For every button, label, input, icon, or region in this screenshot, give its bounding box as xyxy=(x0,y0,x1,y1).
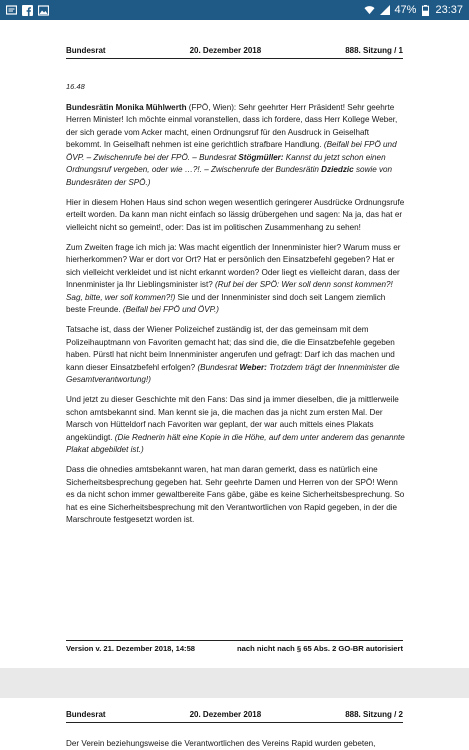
interjector-name: Dziedzic xyxy=(321,165,354,174)
wifi-icon xyxy=(364,5,375,16)
header-institution: Bundesrat xyxy=(66,710,106,719)
header-divider xyxy=(66,722,403,723)
interjection: sowie von Bundesräten der SPÖ.) xyxy=(66,165,393,187)
footer-divider xyxy=(66,640,403,641)
paragraph xyxy=(66,324,405,387)
signal-icon xyxy=(379,5,390,16)
paragraph: Der Verein beziehungsweise die Verantwortlichen des Vereins Rapid wurden gebeten, xyxy=(66,739,376,748)
document-viewer[interactable] xyxy=(0,20,469,750)
status-bar xyxy=(0,0,469,20)
message-icon xyxy=(6,5,17,16)
paragraph: Dass die ohnedies amtsbekannt waren, hat man daran gemerkt, dass es natürlich eine Sicherheitsbesprechung gegeben hat. Sehr geehrte Damen und Herren von der SPÖ! Wenn es da nicht schon immer gewaltbereite Fans gäbe, gäbe es keine Sicherheitsbesprechung. So hat es eine Sicherheitsbesprechung mit den Verantwortlichen von Rapid gegeben, in der die Marschroute festgesetzt worden ist. xyxy=(66,465,405,524)
page-header xyxy=(66,710,403,719)
interjection: Kannst du jetzt schon einen Ordnungsruf vergeben, oder wie …?!. – Zwischenrufe der Bundesrätin xyxy=(66,152,386,174)
header-institution: Bundesrat xyxy=(66,46,106,55)
interjection: (Ruf bei der SPÖ: Wer soll denn sonst kommen?! Sag, bitte, wer soll kommen?!) xyxy=(66,280,393,302)
header-date: 20. Dezember 2018 xyxy=(189,710,262,719)
document-page-1 xyxy=(0,20,469,668)
paragraph: Hier in diesem Hohen Haus sind schon wegen wesentlich geringerer Ausdrücke Ordnungsrufe erteilt worden. Da kann man nicht einfach so lässig drübergehen und sagen: Na ja, das hat er vielleicht nicht so gemeint!, oder: Das ist im politischen Zusammenhang zu sehen! xyxy=(66,197,405,232)
page-body xyxy=(66,81,405,534)
facebook-icon xyxy=(22,5,33,16)
notification-icons xyxy=(6,5,49,16)
speaker-name: Bundesrätin Monika Mühlwerth xyxy=(66,102,187,112)
page-footer xyxy=(66,644,403,653)
paragraph xyxy=(66,242,405,317)
header-divider xyxy=(66,58,403,59)
speech-text: Tatsache ist, dass der Wiener Polizeichef zuständig ist, der das gemeinsam mit dem Polizeihauptmann von Favoriten gemacht hat; das sind die, die die Einsatzbefehle gegeben haben. Pürstl hat nicht beim Innenminister angerufen und gefragt: Darf ich das machen und kann dieser Einsatzbefehl erfolgen? xyxy=(66,325,395,372)
battery-percent: 47% xyxy=(394,4,417,16)
interjector-name: Weber: xyxy=(239,362,267,372)
speaker-party: (FPÖ, Wien): xyxy=(186,102,239,112)
page-separator xyxy=(0,668,469,698)
speech-text: Sie und der Innenminister sind doch seit Langem ziemlich beste Freunde. xyxy=(66,292,386,314)
document-page-2 xyxy=(0,698,469,750)
header-date: 20. Dezember 2018 xyxy=(189,46,262,55)
image-icon xyxy=(38,5,49,16)
paragraph xyxy=(66,102,405,190)
header-session: 888. Sitzung / 1 xyxy=(345,46,403,55)
footer-version: Version v. 21. Dezember 2018, 14:58 xyxy=(66,644,196,653)
speech-text: Sehr geehrter Herr Präsident! Sehr geehrte Herren Minister! Ich möchte einmal voranstellen, dass ich fordere, dass Herr Kollege Weber, der sich gerade vom Acker macht, einen Ordnungsruf für den Ausdruck in Geiselhaft bekommt. In Geiselhaft nehmen ist eine gerichtlich strafbare Handlung. xyxy=(66,102,398,149)
clock: 23:37 xyxy=(435,4,463,16)
page-body xyxy=(66,738,405,750)
speech-text: Und jetzt zu dieser Geschichte mit den Fans: Das sind ja immer dieselben, die ja mittlerweile schon amtsbekannt sind. Man kennt sie ja, die machen das ja nicht zum ersten Mal. Der Marsch von Hütteldorf nach Favoriten war geplant, der war auch mittels eines Plakats angekündigt. xyxy=(66,395,399,442)
status-indicators xyxy=(364,4,463,16)
header-session: 888. Sitzung / 2 xyxy=(345,710,403,719)
interjector-name: Stögmüller: xyxy=(238,152,284,162)
timecode: 16.48 xyxy=(66,82,85,91)
battery-icon xyxy=(420,5,431,16)
page-header xyxy=(66,46,403,55)
interjection: (Bundesrat xyxy=(197,362,240,372)
interjection: (Beifall bei FPÖ und ÖVP. – Zwischenrufe bei der FPÖ. – Bundesrat xyxy=(66,140,397,162)
footer-authorization: nach nicht nach § 65 Abs. 2 GO-BR autorisiert xyxy=(237,644,403,653)
stage-direction: (Die Rednerin hält eine Kopie in die Höhe, auf dem unter anderem das genannte Plakat abgebildet ist.) xyxy=(66,432,405,454)
speech-text: Zum Zweiten frage ich mich ja: Was macht eigentlich der Innenminister hier? Warum muss er hierherkommen? War er dort vor Ort? Hat er persönlich den Einsatzbefehl gegeben? Hat er sich vielleicht verkleidet und ist nicht erkannt worden? Oder liegt es vielleicht daran, dass der Innenminister ja Ihr Lieblingsminister ist? xyxy=(66,242,401,289)
paragraph xyxy=(66,394,405,457)
interjection: Trotzdem trägt der Innenminister die Gesamtverantwortung!) xyxy=(66,362,400,384)
interjection: (Beifall bei FPÖ und ÖVP.) xyxy=(122,305,219,314)
